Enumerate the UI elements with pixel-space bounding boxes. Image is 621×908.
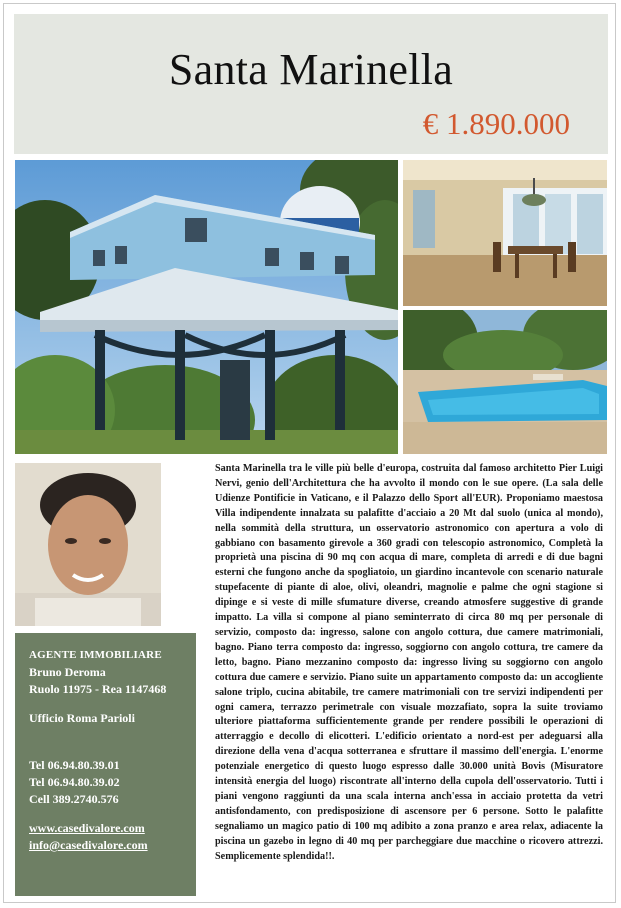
property-price: € 1.890.000 (422, 106, 570, 141)
agency-website-link[interactable]: www.casedivalore.com (29, 821, 145, 835)
property-title: Santa Marinella (168, 45, 454, 94)
villa-exterior-photo (15, 160, 398, 454)
property-description: Santa Marinella tra le ville più belle d'europa, costruita dal famoso architetto Pier Luigi Nervi, genio dell'Architettura che ha avvolto il mondo con le sue opere. (La sala delle Udienze Pontificie in Vaticano, e il Palazzo dello Sport all'EUR). Proponiamo maestosa Villa indipendente innalzata su palafitte d'acciaio a 20 Mt dal suolo (unica al mondo), nella sommità della struttura, un osservatorio astronomico con apertura a volo di gabbiano con basamento girevole a 360 gradi con telescopio astronomico, Completà la proprietà una piscina di 90 mq con acqua di mare, completa di arredi e di due bagni esterni che fungono anche da spogliatoio, un giardino incantevole con scenario naturale stupefacente di piante di aloe, olivi, oleandri, magnolie e palme che ogni stagione si dipinge e si veste di mille sfumature diverse, creando atmosfere suggestive di grande impatto. La villa si compone al piano seminterrato di circa 80 mq per personale di servizio, composto da: ingresso, salone con angolo cottura, due camere matrimoniali, bagno. Piano terra composto da: ingresso, soggiorno con angolo cottura, tre camere da letto, bagno. Piano mezzanino composto da: ingresso living su soggiorno con angolo cottura due camere e servizio. Piano suite un appartamento composto da: un accogliente salone triplo, cucina abitabile, tre camere matrimoniali con tre servizi indipendenti per ogni camera, terrazzo perimetrale con visuale mozzafiato, sopra la suite troviamo ulteriore piattaforma sufficientemente grande per rendere possibili le operazioni di atterraggio e decollo di elicotteri. L'edificio orientato a nord-est per adeguarsi alla direzione della vena d'acqua sotterranea e sfruttare il massimo dell'energia. L'enorme potenziale energetico di questo luogo espresso dalle 30.000 unità Bovis (Misuratore intensità energia del luogo) riscontrate all'interno della cupola dell'osservatorio. Tutti i piani vengono raggiunti da una scala interna anch'essa in acciaio protetta da vetri antisfondamento, con predisposizione di ascensore per 6 persone. Sotto le palafitte segnaliamo un magico patio di 100 mq adibito a zona pranzo e area relax, adiacente la piscina un gazebo in legno di 40 mq per parcheggiare due macchine o ricovero attrezzi. Semplicemente splendida!!. (215, 463, 603, 862)
swimming-pool-photo (403, 310, 607, 454)
agency-email-link[interactable]: info@casedivalore.com (29, 838, 148, 852)
agent-name: Bruno Deroma (29, 665, 106, 679)
header-banner (14, 14, 608, 154)
agent-contact-box (15, 633, 196, 896)
agent-phone-2: Tel 06.94.80.39.02 (29, 775, 120, 789)
living-room-photo (403, 160, 607, 306)
agent-mobile: Cell 389.2740.576 (29, 792, 119, 806)
agent-portrait-photo (15, 463, 161, 626)
agent-phone-1: Tel 06.94.80.39.01 (29, 758, 120, 772)
agent-role: AGENTE IMMOBILIARE (29, 649, 162, 661)
agent-office: Ufficio Roma Parioli (29, 711, 135, 725)
agent-registry: Ruolo 11975 - Rea 1147468 (29, 682, 167, 696)
